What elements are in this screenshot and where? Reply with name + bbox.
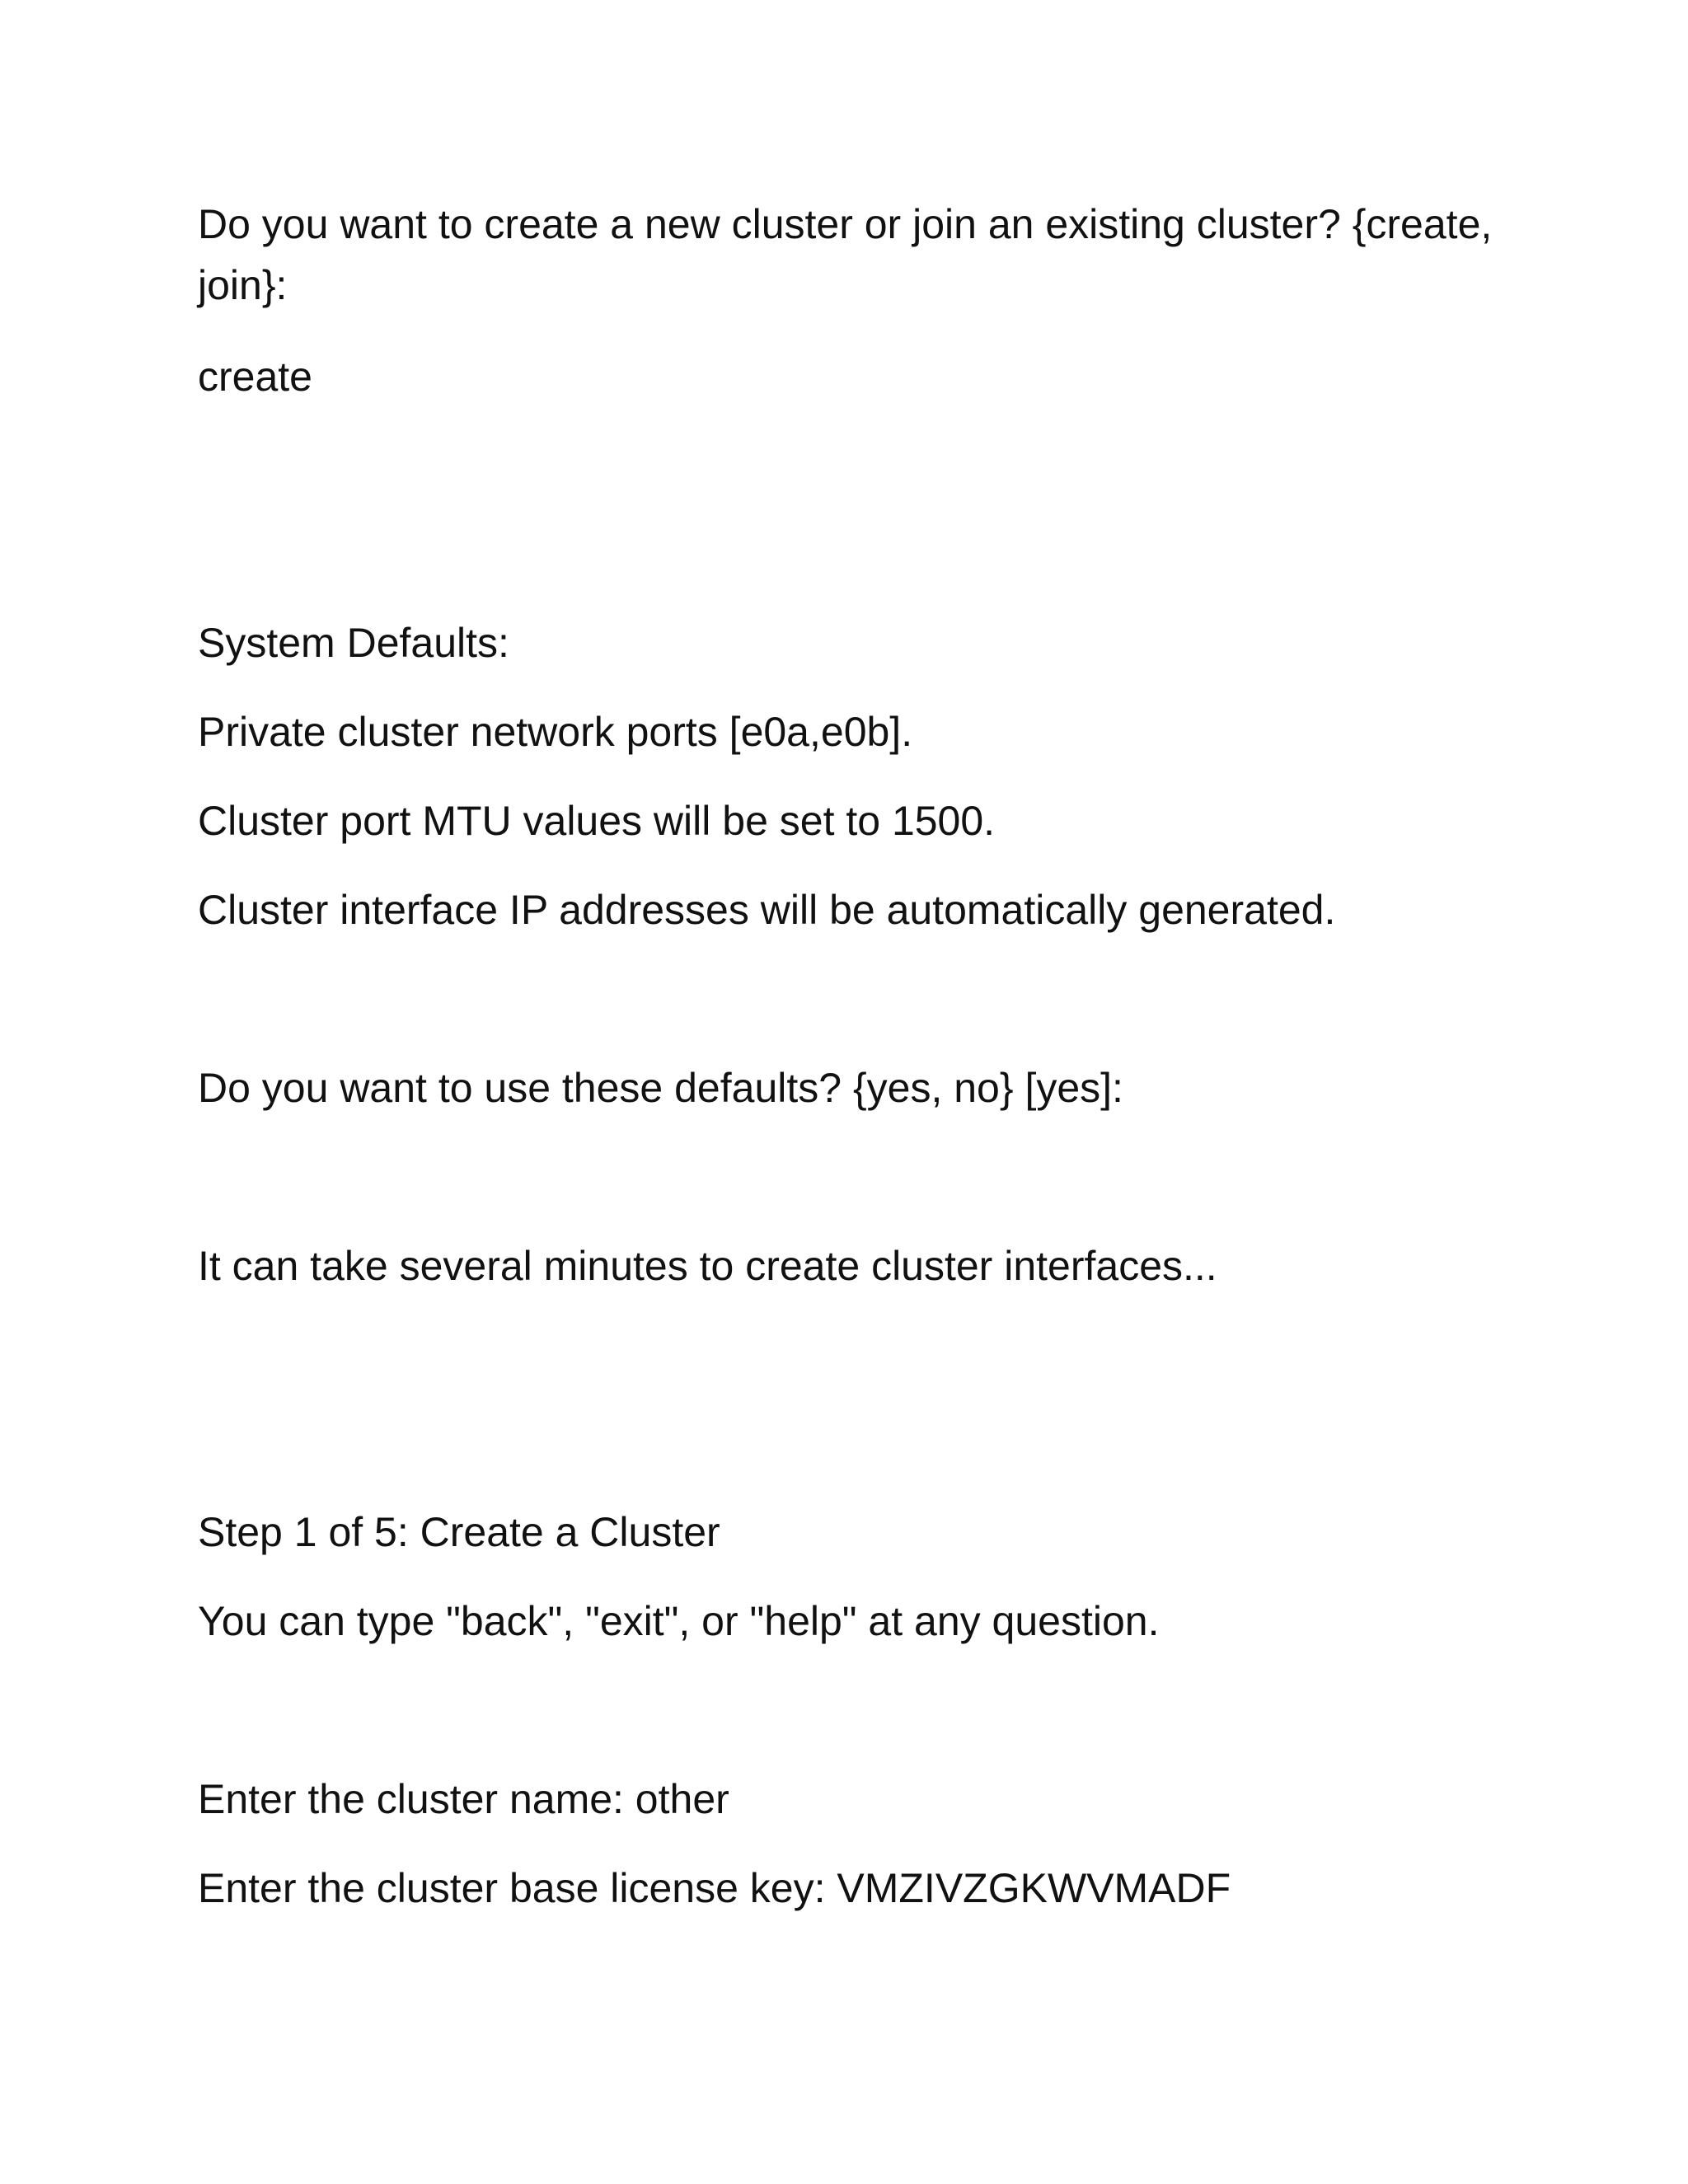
help-instructions: You can type "back", "exit", or "help" at any question. <box>198 1598 1160 1644</box>
private-ports-line: Private cluster network ports [e0a,e0b]. <box>198 709 913 755</box>
ip-addresses-line: Cluster interface IP addresses will be automatically generated. <box>198 887 1336 933</box>
create-answer: create <box>198 354 312 400</box>
cluster-interfaces-note: It can take several minutes to create cluster interfaces... <box>198 1243 1217 1289</box>
mtu-line: Cluster port MTU values will be set to 1500. <box>198 798 996 844</box>
create-or-join-prompt: Do you want to create a new cluster or join an existing cluster? {create, join}: <box>198 201 1493 308</box>
license-key-line: Enter the cluster base license key: VMZIVZGKWVMADF <box>198 1865 1231 1911</box>
system-defaults-heading: System Defaults: <box>198 620 509 666</box>
use-defaults-prompt: Do you want to use these defaults? {yes, no} [yes]: <box>198 1065 1123 1111</box>
step-heading: Step 1 of 5: Create a Cluster <box>198 1509 720 1555</box>
cluster-name-line: Enter the cluster name: other <box>198 1776 729 1822</box>
